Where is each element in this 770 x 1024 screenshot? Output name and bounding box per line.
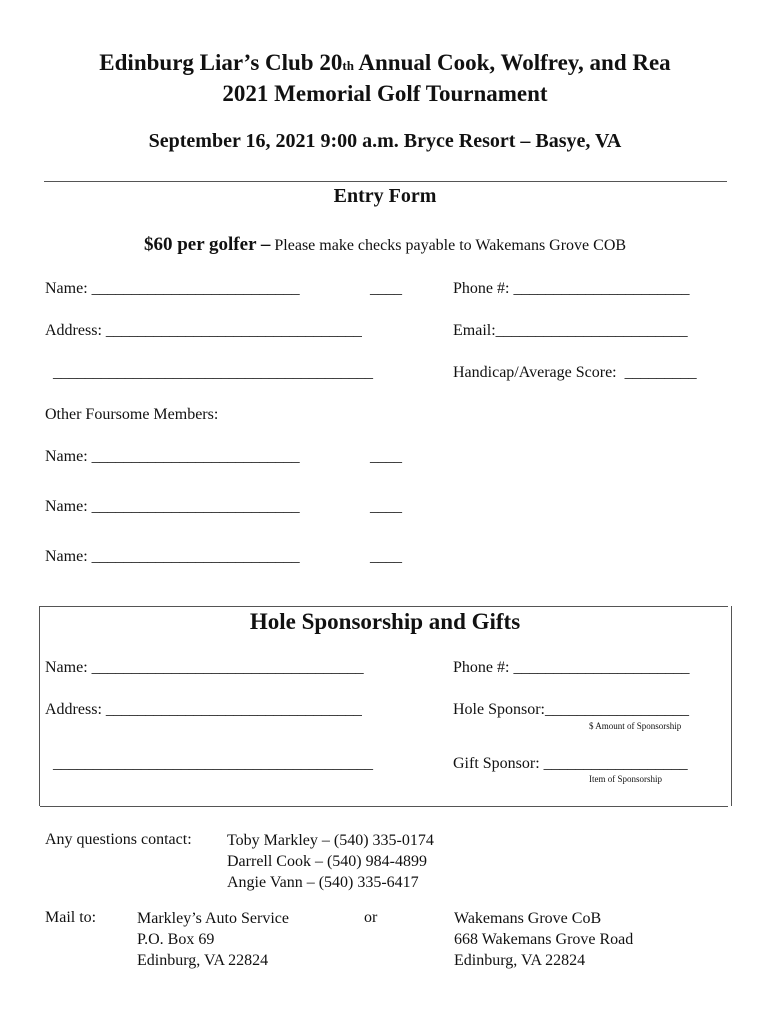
title-part1: Edinburg Liar’s Club 20 xyxy=(99,50,343,75)
contact-label: Any questions contact: xyxy=(45,831,192,848)
member-name-field[interactable] xyxy=(45,448,300,466)
price-amount: $60 per golfer – xyxy=(143,234,271,255)
mail-label: Mail to: xyxy=(45,909,97,926)
contact-list xyxy=(227,830,434,893)
gift-sponsor-caption: Item of Sponsorship xyxy=(589,774,662,784)
golfer-address-field[interactable] xyxy=(45,322,362,340)
golfer-email-line[interactable]: ________________________ xyxy=(495,322,688,339)
sponsorship-heading: Hole Sponsorship and Gifts xyxy=(249,609,521,634)
mail-address-line: 668 Wakemans Grove Road xyxy=(454,931,634,948)
mail-address-line: Markley’s Auto Service xyxy=(137,910,289,927)
mail-address-line: Edinburg, VA 22824 xyxy=(137,952,269,969)
price-line xyxy=(0,234,770,256)
member-short-field[interactable]: ____ xyxy=(370,448,402,465)
title-part2: Annual Cook, Wolfrey, and Rea xyxy=(353,50,671,75)
golfer-address-line2[interactable]: ________________________________________ xyxy=(53,364,373,381)
sponsor-address-line2[interactable]: ________________________________________ xyxy=(53,755,373,772)
tournament-title xyxy=(0,48,770,81)
golfer-name-label: Name: xyxy=(45,280,88,297)
member-name-field[interactable] xyxy=(45,548,300,566)
sponsor-address-label: Address: xyxy=(45,701,102,718)
sponsor-address-line[interactable]: ________________________________ xyxy=(105,701,362,718)
sponsor-phone-field[interactable] xyxy=(453,659,689,677)
contact-person: Toby Markley – (540) 335-0174 xyxy=(227,832,434,849)
sponsor-name-field[interactable] xyxy=(45,659,364,677)
entry-form-heading: Entry Form xyxy=(333,185,437,207)
price-note: Please make checks payable to Wakemans Grove COB xyxy=(270,237,627,254)
gift-sponsor-line[interactable]: __________________ xyxy=(543,755,688,772)
member-name-line[interactable]: __________________________ xyxy=(91,498,300,515)
handicap-line[interactable]: _________ xyxy=(624,364,697,381)
sponsorship-box-bottom xyxy=(40,806,728,807)
member-name-line[interactable]: __________________________ xyxy=(91,548,300,565)
sponsor-name-line[interactable]: __________________________________ xyxy=(91,659,364,676)
mail-address-line: Wakemans Grove CoB xyxy=(454,910,602,927)
hole-sponsor-label: Hole Sponsor: xyxy=(453,701,545,718)
sponsorship-box-top xyxy=(40,606,728,607)
mail-address-line: Edinburg, VA 22824 xyxy=(454,952,586,969)
golfer-email-field[interactable] xyxy=(453,322,688,340)
gift-sponsor-field[interactable] xyxy=(453,755,688,773)
foursome-label: Other Foursome Members: xyxy=(45,406,219,423)
contact-person: Angie Vann – (540) 335-6417 xyxy=(227,874,419,891)
member-name-label: Name: xyxy=(45,448,88,465)
golfer-name-field[interactable] xyxy=(45,280,300,298)
sponsor-address-field[interactable] xyxy=(45,701,362,719)
mail-address-2 xyxy=(454,908,633,971)
golfer-address-line[interactable]: ________________________________ xyxy=(105,322,362,339)
golfer-address-label: Address: xyxy=(45,322,102,339)
golfer-email-label: Email: xyxy=(453,322,496,339)
sponsor-phone-label: Phone #: xyxy=(453,659,510,676)
mail-address-line: P.O. Box 69 xyxy=(137,931,215,948)
hole-sponsor-caption: $ Amount of Sponsorship xyxy=(589,721,682,731)
sponsorship-box-right xyxy=(731,606,732,806)
contact-person: Darrell Cook – (540) 984-4899 xyxy=(227,853,427,870)
sponsor-name-label: Name: xyxy=(45,659,88,676)
handicap-label: Handicap/Average Score: xyxy=(453,364,617,381)
date-location: September 16, 2021 9:00 a.m. Bryce Resort – Basye, VA xyxy=(148,130,622,152)
hole-sponsor-field[interactable] xyxy=(453,701,689,719)
member-name-label: Name: xyxy=(45,548,88,565)
hole-sponsor-line[interactable]: __________________ xyxy=(545,701,689,718)
title-ordinal: th xyxy=(342,58,354,73)
tournament-subtitle: 2021 Memorial Golf Tournament xyxy=(222,81,548,106)
sponsorship-box-left xyxy=(39,606,40,806)
member-name-field[interactable] xyxy=(45,498,300,516)
sponsor-phone-line[interactable]: ______________________ xyxy=(513,659,690,676)
mail-or: or xyxy=(364,909,378,926)
mail-address-1 xyxy=(137,908,289,971)
member-short-field[interactable]: ____ xyxy=(370,548,402,565)
member-name-label: Name: xyxy=(45,498,88,515)
golfer-phone-line[interactable]: ______________________ xyxy=(513,280,690,297)
golfer-phone-field[interactable] xyxy=(453,280,689,298)
gift-sponsor-label: Gift Sponsor: xyxy=(453,755,540,772)
golfer-name-line[interactable]: __________________________ xyxy=(91,280,300,297)
top-divider xyxy=(44,181,727,182)
handicap-field[interactable] xyxy=(453,364,697,382)
golfer-short-field[interactable]: ____ xyxy=(370,280,402,297)
golfer-phone-label: Phone #: xyxy=(453,280,510,297)
member-name-line[interactable]: __________________________ xyxy=(91,448,300,465)
member-short-field[interactable]: ____ xyxy=(370,498,402,515)
